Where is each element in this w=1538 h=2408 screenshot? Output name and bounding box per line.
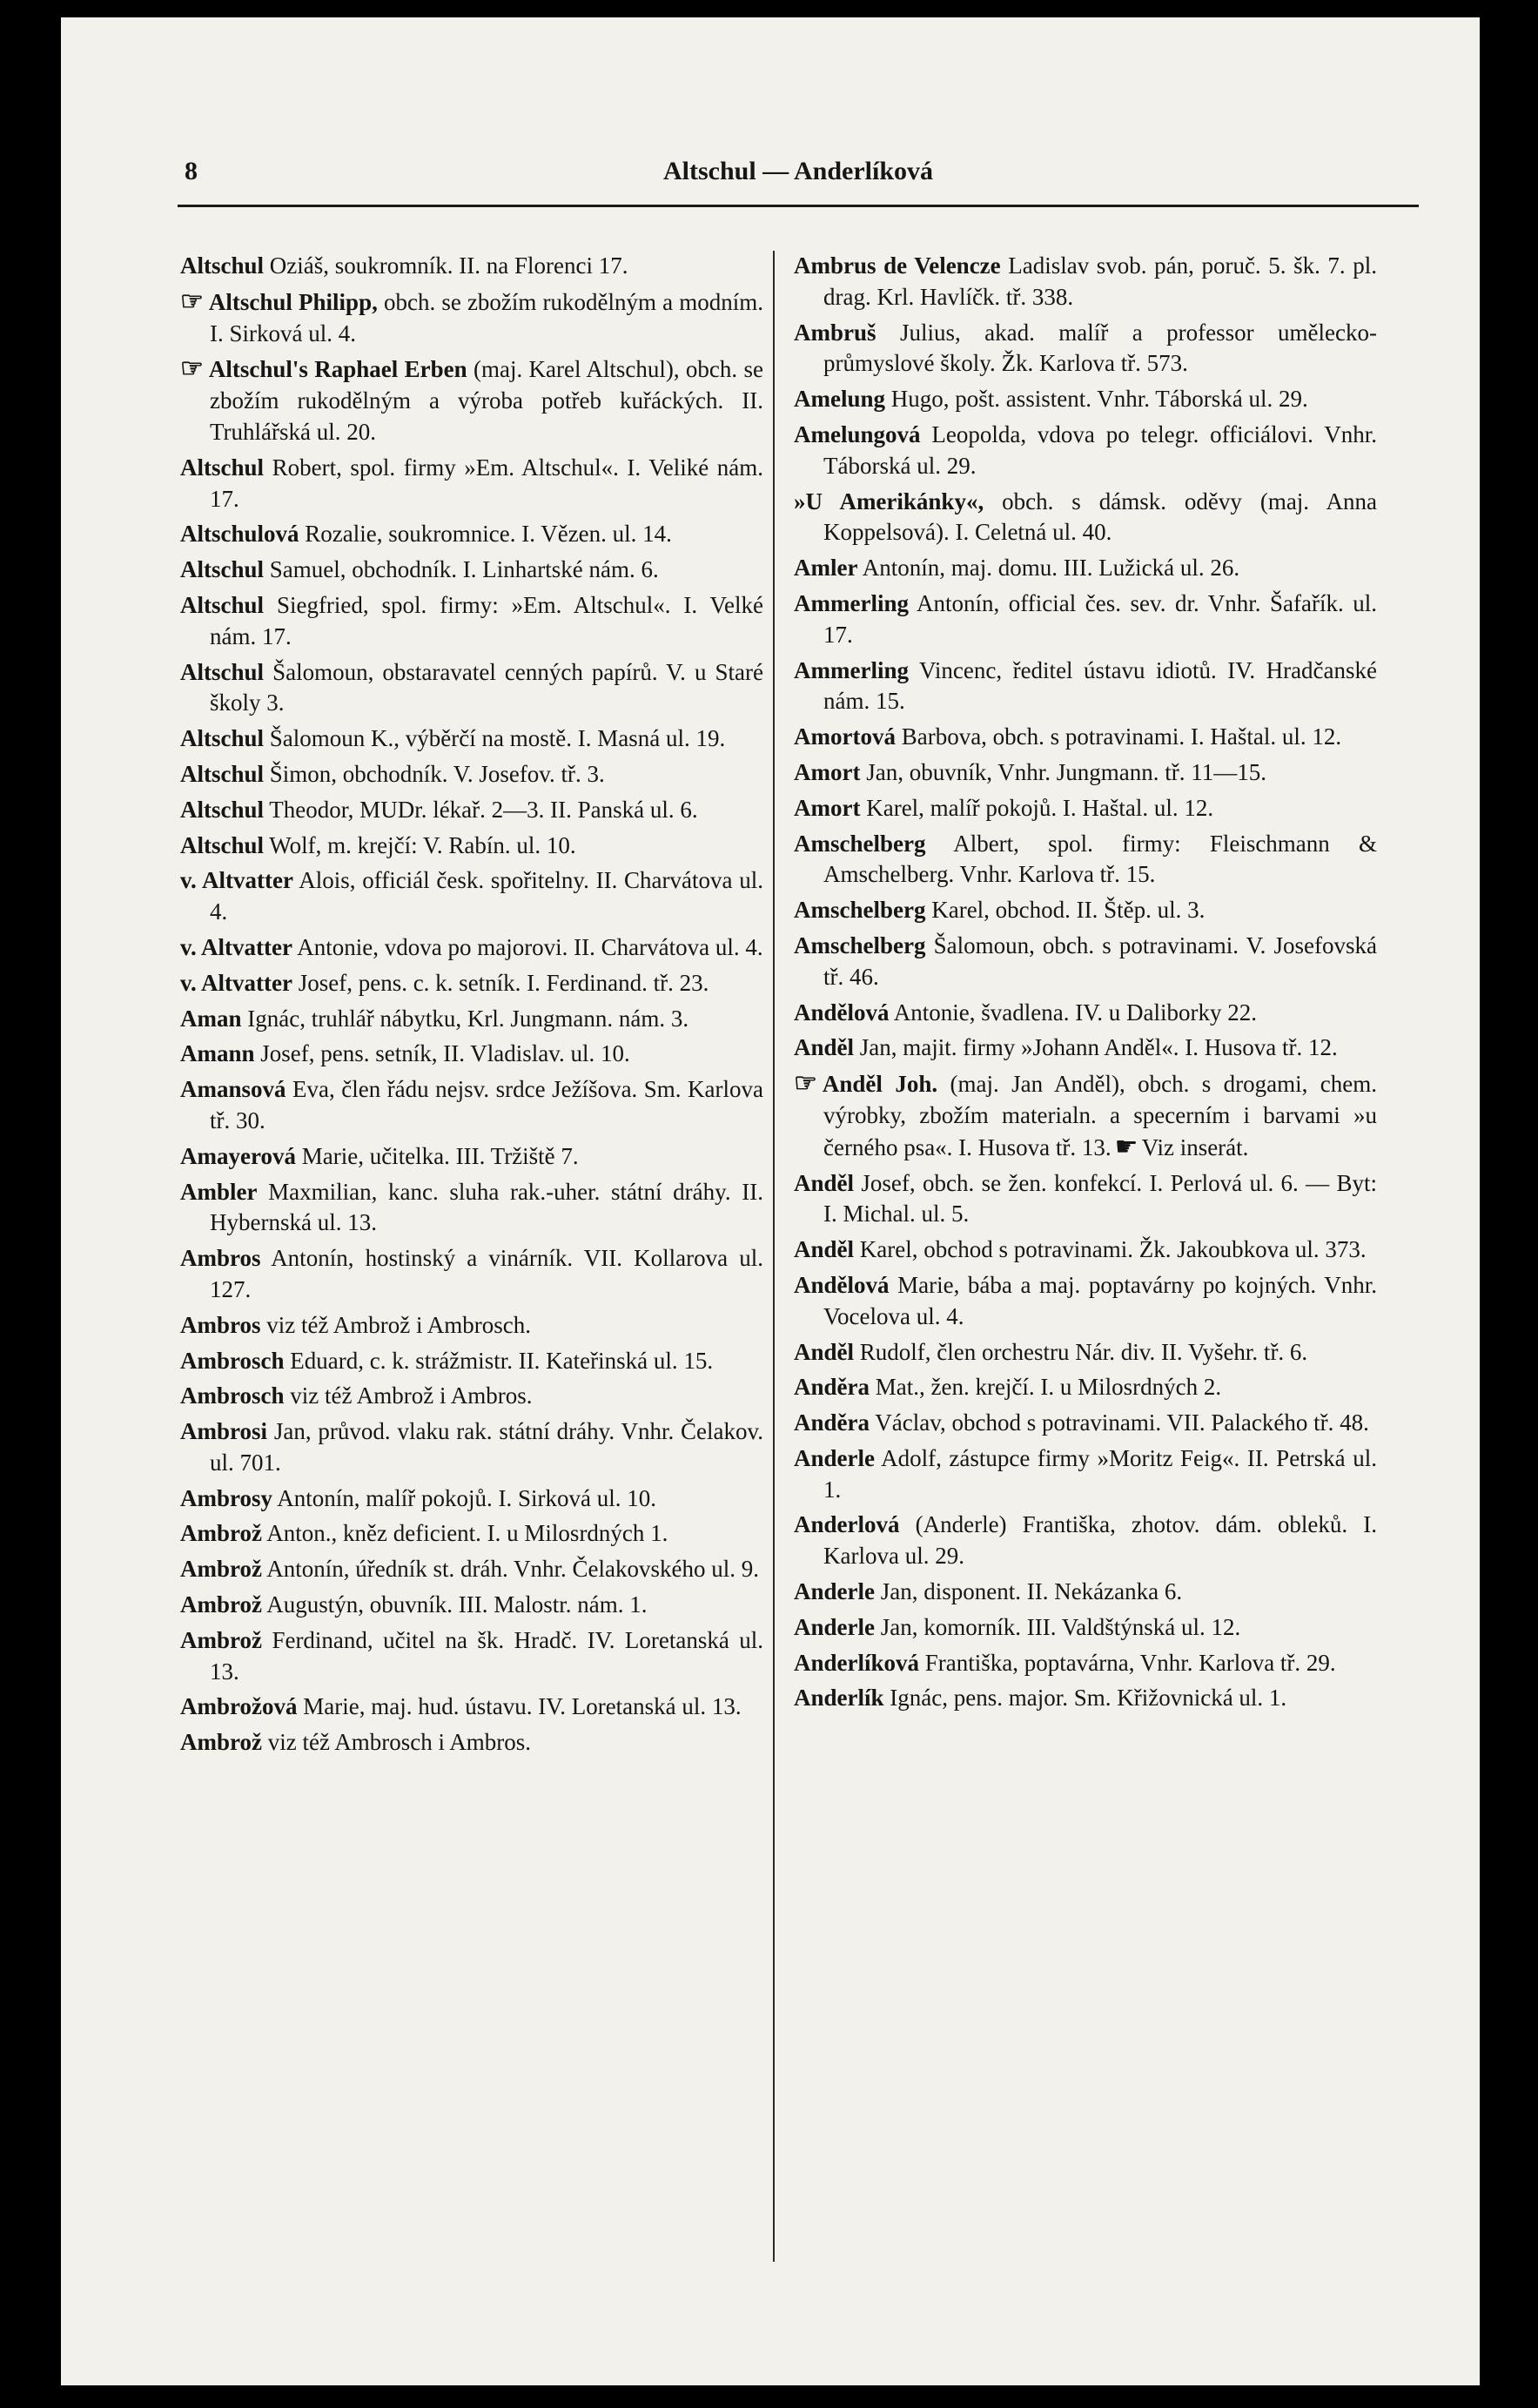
entry-details: Karel, malíř pokojů. I. Haštal. ul. 12.	[866, 794, 1214, 821]
entry-details: Barbova, obch. s potravinami. I. Haštal. ul. 12.	[901, 723, 1342, 750]
directory-entry	[794, 998, 1377, 1029]
entry-details: Albert, spol. firmy: Fleischmann & Amschelberg. Vnhr. Karlova tř. 15.	[823, 830, 1378, 888]
entry-name: Altschulová	[180, 521, 299, 548]
directory-entry	[180, 1039, 763, 1070]
entry-details: Antonín, official čes. sev. dr. Vnhr. Šafařík. ul. 17.	[823, 589, 1377, 648]
directory-entry	[794, 1337, 1377, 1369]
directory-entry	[180, 1692, 763, 1723]
entry-details: Josef, obch. se žen. konfekcí. I. Perlová ul. 6. — Byt: I. Michal. ul. 5.	[823, 1169, 1378, 1228]
entry-details: Robert, spol. firmy »Em. Altschul«. I. Veliké nám. 17.	[210, 454, 764, 512]
directory-entry	[180, 1483, 763, 1515]
entry-details: viz též Ambrož i Ambrosch.	[266, 1311, 531, 1338]
entry-name: Ambruš	[794, 319, 876, 346]
directory-entry	[794, 1168, 1377, 1231]
directory-entry	[794, 553, 1377, 584]
entry-details: Josef, pens. setník, II. Vladislav. ul. 10.	[260, 1040, 630, 1067]
entry-details: Marie, učitelka. III. Tržiště 7.	[301, 1142, 579, 1169]
entry-details: Františka, poptavárna, Vnhr. Karlova tř. 29.	[924, 1649, 1336, 1676]
pointing-hand-icon: ☞	[794, 1069, 817, 1099]
directory-entry	[794, 1234, 1377, 1266]
entry-name: Ambrož	[180, 1520, 262, 1547]
entry-name: Altschul	[180, 658, 265, 685]
directory-entry	[794, 793, 1377, 824]
entry-name: Amschelberg	[794, 932, 926, 958]
entry-details: Siegfried, spol. firmy: »Em. Altschul«. I. Velké nám. 17.	[210, 591, 763, 649]
left-column	[180, 251, 763, 1763]
entry-details: Jan, majit. firmy »Johann Anděl«. I. Husova tř. 12.	[859, 1034, 1338, 1061]
entry-details: Šimon, obchodník. V. Josefov. tř. 3.	[269, 760, 605, 787]
directory-entry	[794, 757, 1377, 789]
directory-entry	[794, 384, 1377, 415]
directory-entry	[794, 1270, 1377, 1333]
entry-details: Šalomoun, obch. s potravinami. V. Josefovská tř. 46.	[823, 932, 1377, 990]
entry-name: Ambrož	[180, 1591, 262, 1618]
entry-details: (Anderle) Františka, zhotov. dám. obleků. I. Karlova ul. 29.	[823, 1511, 1378, 1570]
entry-details: Wolf, m. krejčí: V. Rabín. ul. 10.	[269, 831, 576, 858]
entry-details: Antonín, malíř pokojů. I. Sirková ul. 10.	[277, 1484, 656, 1511]
directory-entry	[180, 1381, 763, 1412]
entry-details: Vincenc, ředitel ústavu idiotů. IV. Hradčanské nám. 15.	[823, 656, 1378, 715]
entry-details: Jan, průvod. vlaku rak. státní dráhy. Vnhr. Čelakov. ul. 701.	[210, 1418, 763, 1476]
entry-details: Josef, pens. c. k. setník. I. Ferdinand. tř. 23.	[298, 969, 709, 996]
entry-details: Rozalie, soukromnice. I. Vězen. ul. 14.	[305, 521, 672, 548]
page-header	[185, 150, 1412, 198]
entry-details: Ladislav svob. pán, poruč. 5. šk. 7. pl. drag. Krl. Havlíčk. tř. 338.	[823, 252, 1378, 310]
directory-entry	[180, 1727, 763, 1759]
directory-entry	[180, 590, 763, 653]
entry-details: Rudolf, člen orchestru Nár. div. II. Vyšehr. tř. 6.	[859, 1338, 1308, 1365]
directory-entry	[180, 932, 763, 964]
entry-details: Julius, akad. malíř a professor umělecko-průmyslové školy. Žk. Karlova tř. 573.	[823, 319, 1377, 377]
entry-name: Anděra	[794, 1374, 870, 1401]
directory-entry	[180, 1416, 763, 1479]
directory-entry	[180, 1141, 763, 1173]
pointing-finger-icon: ☛	[1114, 1132, 1138, 1161]
entry-name: Altschul	[180, 796, 265, 823]
directory-page	[61, 17, 1480, 2385]
entry-name: Ambrož	[180, 1626, 262, 1653]
directory-entry	[794, 1577, 1377, 1608]
directory-entry	[794, 656, 1377, 718]
entry-name: Ammerling	[794, 656, 909, 683]
entry-details: Antonín, maj. domu. III. Lužická ul. 26.	[862, 555, 1240, 582]
entry-name: »U Amerikánky«,	[794, 488, 984, 515]
entry-details: Anton., kněz deficient. I. u Milosrdných 1.	[266, 1520, 668, 1547]
entry-name: Ambros	[180, 1311, 261, 1338]
directory-entry	[180, 1243, 763, 1306]
directory-entry	[180, 1518, 763, 1550]
directory-entry	[794, 487, 1377, 549]
directory-entry	[180, 519, 763, 550]
directory-entry	[180, 657, 763, 720]
directory-entry	[794, 722, 1377, 753]
entry-name: Ambrosch	[180, 1347, 285, 1374]
entry-name: Aman	[180, 1005, 242, 1032]
entry-name: Ambrož	[180, 1556, 262, 1583]
entry-name: Anděl	[794, 1034, 855, 1061]
entry-details: Jan, obuvník, Vnhr. Jungmann. tř. 11—15.	[866, 758, 1266, 785]
entry-details: Marie, maj. hud. ústavu. IV. Loretanská ul. 13.	[303, 1693, 742, 1720]
entry-name: Amortová	[794, 723, 896, 750]
entry-name: Ambrosy	[180, 1484, 273, 1511]
entry-name: Andělová	[794, 1271, 890, 1298]
running-title: Altschul — Anderlíková	[662, 157, 934, 185]
entry-name: Ambrosi	[180, 1418, 268, 1445]
directory-entry	[794, 1372, 1377, 1403]
directory-entry	[794, 1612, 1377, 1644]
directory-entry	[180, 1346, 763, 1377]
entry-name: v. Altvatter	[180, 867, 293, 894]
column-divider	[773, 251, 775, 2262]
entry-details: Jan, komorník. III. Valdštýnská ul. 12.	[880, 1613, 1241, 1640]
entry-details: viz též Ambrosch i Ambros.	[267, 1729, 531, 1756]
entry-details: Eva, člen řádu nejsv. srdce Ježíšova. Sm. Karlova tř. 30.	[210, 1076, 764, 1133]
entry-name: Anderlová	[794, 1511, 900, 1538]
entry-details: Oziáš, soukromník. II. na Florenci 17.	[269, 252, 628, 279]
directory-entry	[794, 1443, 1377, 1506]
entry-name: Anderle	[794, 1444, 875, 1471]
directory-entry	[794, 420, 1377, 482]
directory-entry	[794, 1510, 1377, 1572]
entry-details: Adolf, zástupce firmy »Moritz Feig«. II. Petrská ul. 1.	[823, 1444, 1377, 1503]
entry-details: Ignác, truhlář nábytku, Krl. Jungmann. nám. 3.	[247, 1005, 689, 1032]
entry-details: obch. se zbožím rukodělným a modním. I. Sirková ul. 4.	[210, 288, 763, 346]
directory-entry	[180, 1590, 763, 1621]
directory-entry	[180, 555, 763, 586]
entry-details: Šalomoun, obstaravatel cenných papírů. V. u Staré školy 3.	[210, 658, 763, 716]
entry-name: Ambros	[180, 1245, 261, 1272]
entry-details: Hugo, pošt. assistent. Vnhr. Táborská ul. 29.	[890, 386, 1308, 413]
entry-details: (maj. Karel Altschul), obch. se zbožím rukodělným a výroba potřeb kuřáckých. II. Truhlářská ul. 20.	[210, 356, 763, 445]
entry-name: v. Altvatter	[180, 933, 292, 960]
directory-entry	[180, 453, 763, 515]
directory-entry	[180, 353, 763, 447]
entry-name: Altschul	[180, 252, 265, 279]
entry-details: Karel, obchod. II. Štěp. ul. 3.	[931, 897, 1206, 924]
entry-details: Theodor, MUDr. lékař. 2—3. II. Panská ul. 6.	[269, 796, 698, 823]
entry-details: Václav, obchod s potravinami. VII. Palackého tř. 48.	[875, 1409, 1369, 1436]
entry-name: Anděl	[794, 1236, 855, 1263]
entry-name: v. Altvatter	[180, 969, 292, 996]
entry-details: obch. s dámsk. oděvy (maj. Anna Koppelsová). I. Celetná ul. 40.	[823, 488, 1377, 546]
entry-name: Ambrus de Velencze	[794, 252, 1001, 279]
entry-reference: Viz inserát.	[1141, 1133, 1249, 1160]
entry-name: Ambler	[180, 1178, 258, 1205]
directory-entry	[180, 1554, 763, 1585]
directory-entry	[180, 1310, 763, 1342]
entry-details: Maxmilian, kanc. sluha rak.-uher. státní dráhy. II. Hybernská ul. 13.	[210, 1178, 764, 1236]
directory-entry	[794, 1408, 1377, 1439]
entry-name: Altschul	[180, 454, 265, 481]
directory-entry	[794, 251, 1377, 313]
entry-name: Ambrož	[180, 1729, 262, 1756]
entry-name: Amort	[794, 794, 861, 821]
entry-details: Ferdinand, učitel na šk. Hradč. IV. Loretanská ul. 13.	[210, 1626, 764, 1685]
directory-entry	[794, 829, 1377, 891]
directory-entry	[180, 1177, 763, 1240]
entry-name: Altschul	[180, 760, 265, 787]
entry-name: Altschul	[180, 591, 265, 618]
directory-entry	[794, 589, 1377, 651]
directory-entry	[794, 895, 1377, 926]
directory-entry	[180, 795, 763, 826]
entry-details: Antonín, hostinský a vinárník. VII. Kollarova ul. 127.	[210, 1245, 764, 1302]
entry-name: Ammerling	[794, 589, 909, 616]
entry-name: Altschul	[180, 831, 265, 858]
entry-name: Anděra	[794, 1409, 870, 1436]
entry-details: Samuel, obchodník. I. Linhartské nám. 6.	[269, 556, 659, 583]
header-rule	[178, 205, 1419, 207]
entry-name: Altschul	[180, 556, 265, 583]
entry-name: Amelungová	[794, 420, 921, 447]
entry-details: Karel, obchod s potravinami. Žk. Jakoubkova ul. 373.	[859, 1236, 1367, 1263]
entry-name: Anderlík	[794, 1685, 884, 1712]
directory-entry	[180, 251, 763, 282]
entry-name: Amler	[794, 555, 858, 582]
entry-name: Andělová	[794, 999, 890, 1026]
entry-details: Augustýn, obuvník. III. Malostr. nám. 1.	[266, 1591, 648, 1618]
directory-entry	[794, 1648, 1377, 1679]
directory-entry	[794, 1032, 1377, 1064]
entry-name: Amann	[180, 1040, 255, 1067]
entry-name: Anděl	[794, 1169, 855, 1196]
entry-name: Amschelberg	[794, 830, 926, 857]
entry-name: Anderle	[794, 1578, 875, 1605]
directory-entry	[180, 1625, 763, 1688]
entry-details: Antonie, švadlena. IV. u Daliborky 22.	[893, 999, 1257, 1026]
pointing-hand-icon: ☞	[180, 286, 204, 316]
entry-details: Mat., žen. krejčí. I. u Milosrdných 2.	[875, 1374, 1222, 1401]
entry-name: Amayerová	[180, 1142, 296, 1169]
entry-name: Altschul Philipp,	[208, 288, 378, 315]
entry-name: Altschul's Raphael Erben	[208, 356, 467, 383]
entry-details: Antonín, úředník st. dráh. Vnhr. Čelakovského ul. 9.	[266, 1556, 759, 1583]
entry-details: Leopolda, vdova po telegr. officiálovi. Vnhr. Táborská ul. 29.	[823, 420, 1378, 479]
directory-entry	[180, 865, 763, 928]
directory-entry	[180, 759, 763, 790]
right-column	[794, 251, 1377, 1719]
entry-details: Jan, disponent. II. Nekázanka 6.	[880, 1578, 1183, 1605]
entry-name: Anderle	[794, 1613, 875, 1640]
entry-name: Anděl Joh.	[822, 1071, 938, 1098]
directory-entry	[180, 831, 763, 862]
directory-entry	[180, 1004, 763, 1035]
directory-entry	[180, 723, 763, 755]
entry-details: Šalomoun K., výběrčí na mostě. I. Masná ul. 19.	[269, 725, 726, 752]
entry-details: Antonie, vdova po majorovi. II. Charvátova ul. 4.	[297, 933, 763, 960]
entry-name: Amort	[794, 758, 861, 785]
entry-details: Ignác, pens. major. Sm. Křižovnická ul. 1.	[890, 1685, 1287, 1712]
entry-name: Anderlíková	[794, 1649, 920, 1676]
entry-name: Ambrožová	[180, 1693, 298, 1720]
entry-details: viz též Ambrož i Ambros.	[290, 1382, 533, 1409]
pointing-hand-icon: ☞	[180, 354, 204, 384]
directory-entry	[180, 1074, 763, 1137]
entry-details: (maj. Jan Anděl), obch. s drogami, chem. výrobky, zbožím materialn. a specerním i barvami »u černého psa«. I. Husova tř. 13.	[823, 1071, 1377, 1160]
entry-name: Anděl	[794, 1338, 855, 1365]
directory-entry	[794, 1683, 1377, 1714]
entry-name: Amschelberg	[794, 897, 926, 924]
entry-details: Marie, bába a maj. poptavárny po kojných. Vnhr. Vocelova ul. 4.	[823, 1271, 1377, 1329]
entry-details: Eduard, c. k. strážmistr. II. Kateřinská ul. 15.	[290, 1347, 714, 1374]
directory-entry	[794, 1068, 1377, 1163]
directory-entry	[180, 968, 763, 999]
entry-name: Amansová	[180, 1076, 286, 1103]
entry-name: Amelung	[794, 386, 886, 413]
entry-name: Ambrosch	[180, 1382, 285, 1409]
entry-details: Alois, officiál česk. spořitelny. II. Charvátova ul. 4.	[210, 867, 763, 925]
page-number: 8	[185, 157, 198, 185]
entry-name: Altschul	[180, 725, 265, 752]
directory-entry	[794, 318, 1377, 380]
directory-entry	[180, 286, 763, 350]
directory-entry	[794, 931, 1377, 993]
